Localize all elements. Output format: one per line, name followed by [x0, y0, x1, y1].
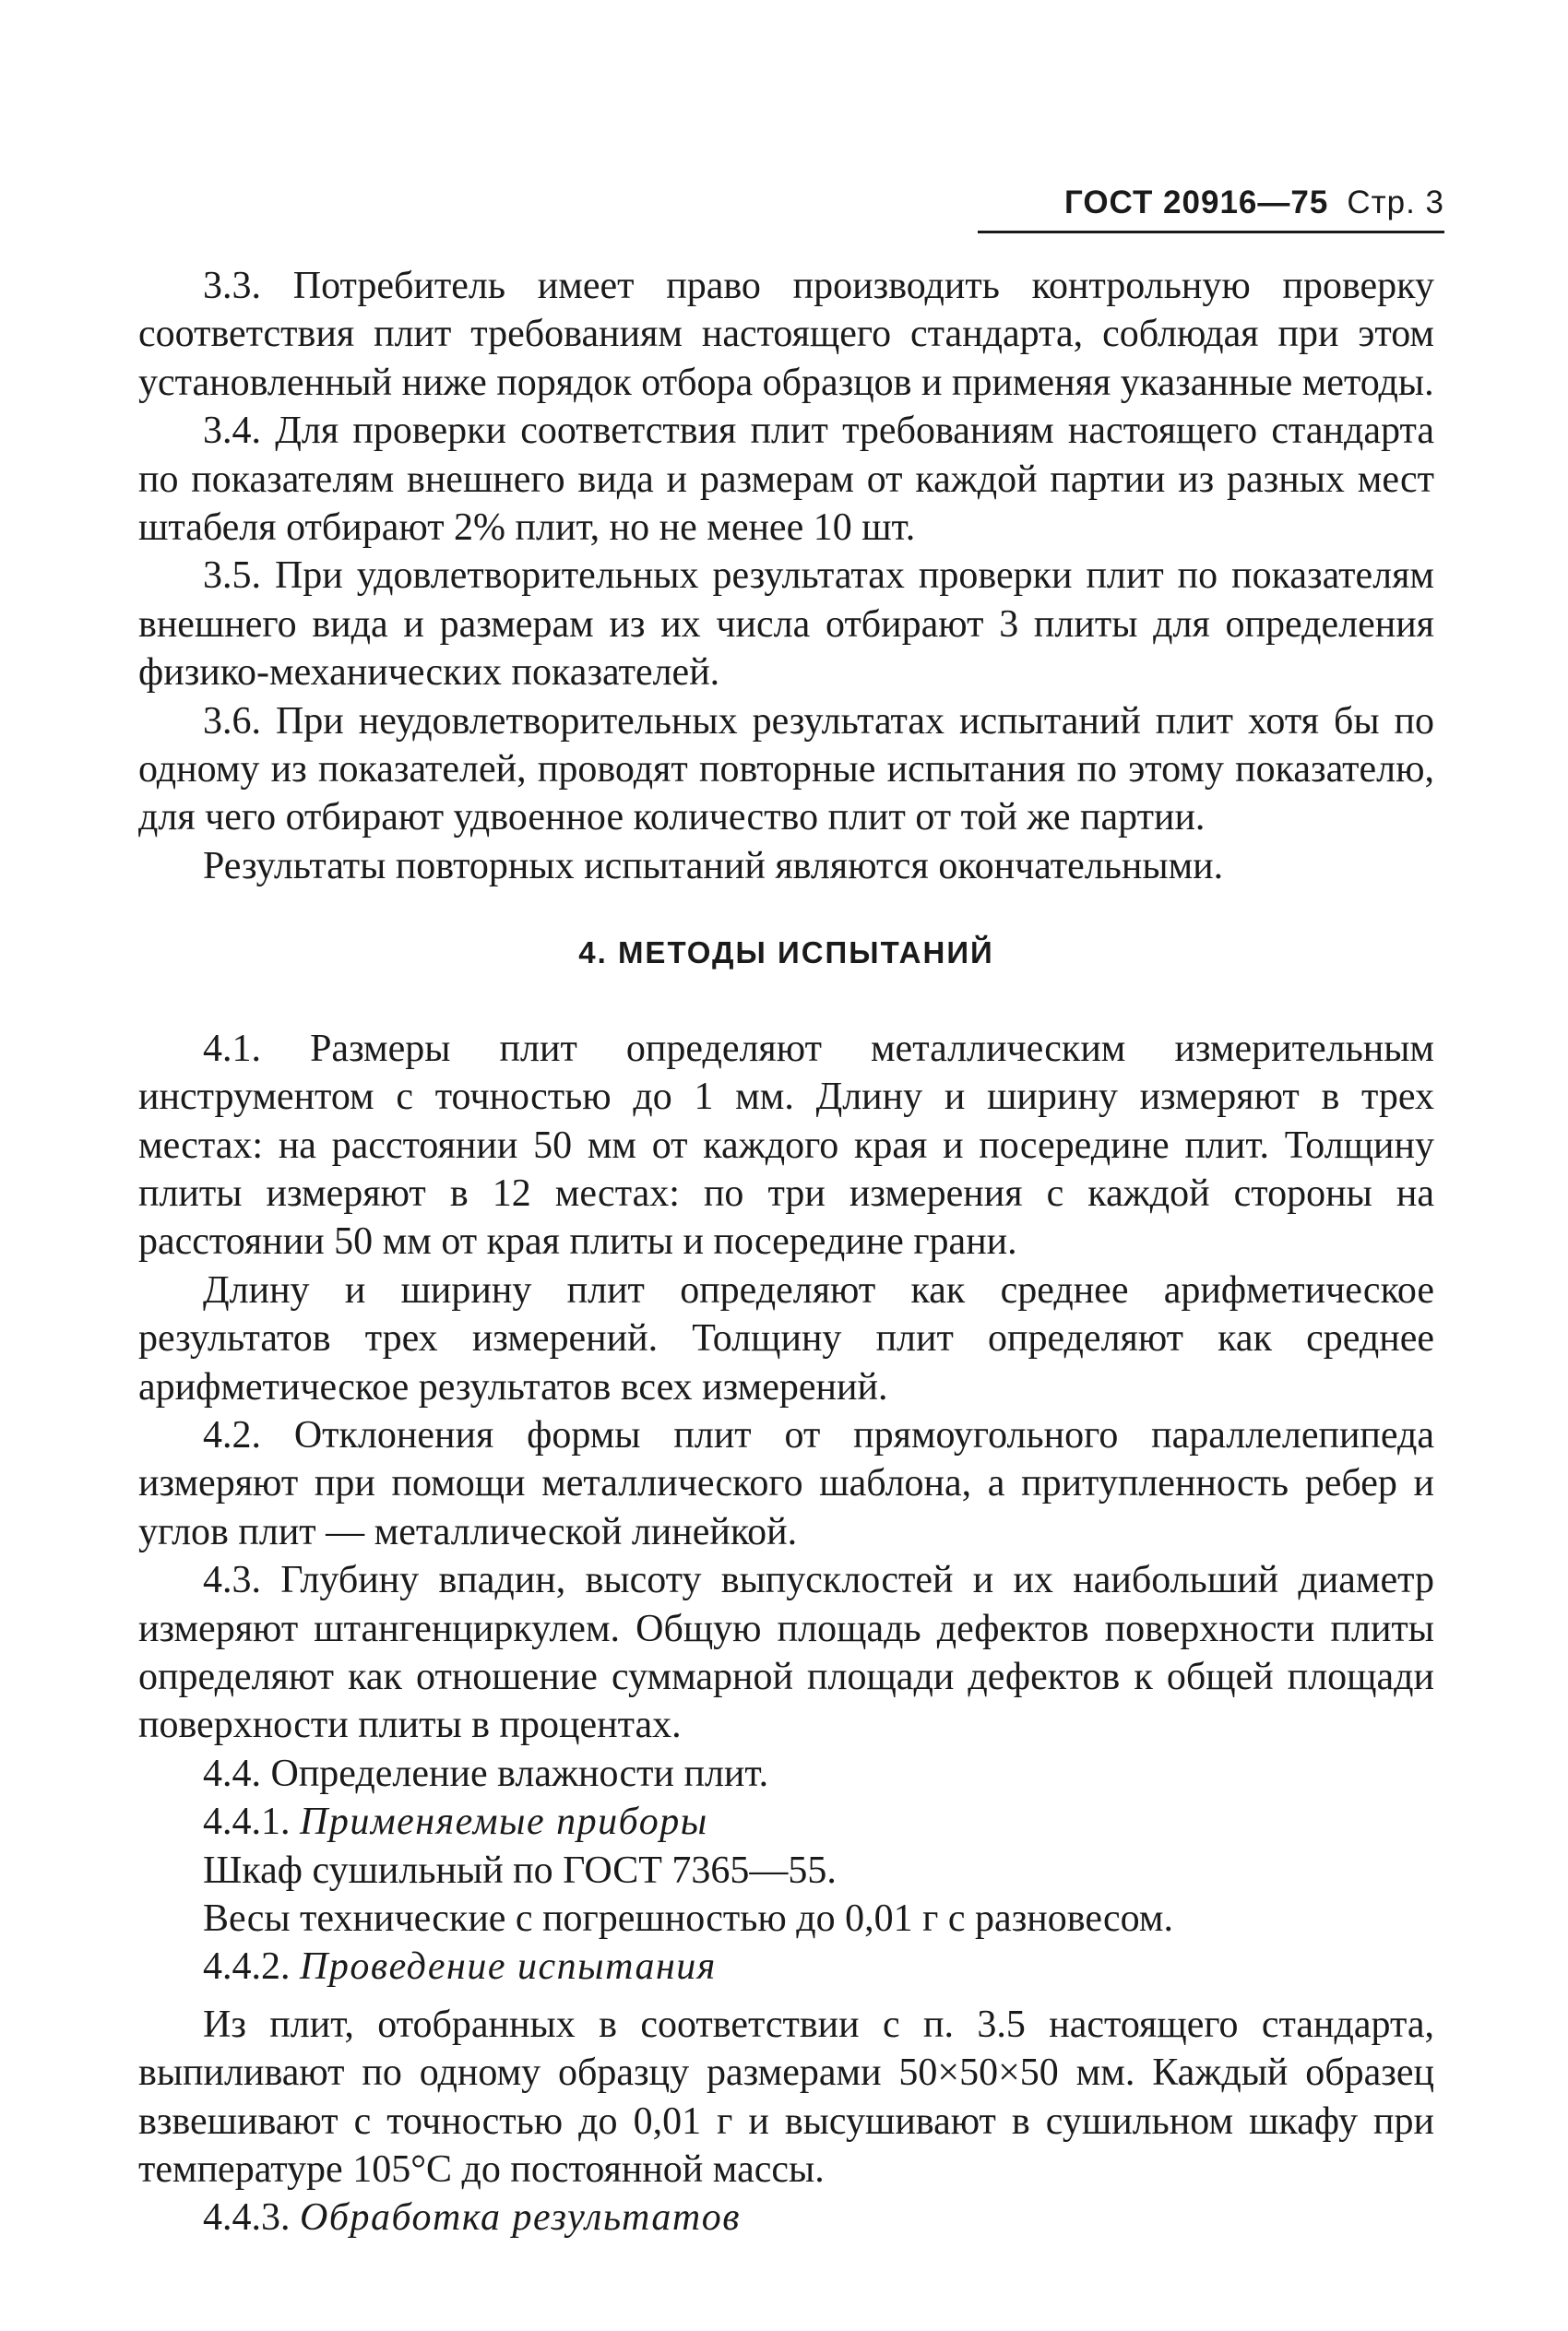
clause-number: 4.4.3.: [203, 2196, 291, 2240]
subsection-title: Обработка результатов: [300, 2196, 741, 2240]
clause-3-4: 3.4. Для проверки соответствия плит требованиям настоящего стандарта по показателям внешнего вида и размерам от каждой партии из разных мест штабеля отбирают 2% плит, но не менее 10 шт.: [138, 410, 1434, 550]
clause-3-6-result: Результаты повторных испытаний являются окончательными.: [203, 844, 1224, 887]
clause-4-3: 4.3. Глубину впадин, высоту выпусклостей и их наибольший диаметр измеряют штангенциркулем. Общую площадь дефектов поверхности плиты определяют как отношение суммарной площади дефектов к общей площади поверхности плиты в процентах.: [138, 1559, 1434, 1747]
clause-4-4-3-heading: [138, 2194, 1434, 2242]
clause-number: 4.4.2.: [203, 1945, 291, 1989]
subsection-title: Применяемые приборы: [300, 1801, 708, 1844]
section-4-title: 4. МЕТОДЫ ИСПЫТАНИЙ: [578, 935, 994, 970]
clause-4-4: 4.4. Определение влажности плит.: [203, 1752, 769, 1795]
clause-4-4-1-scales: Весы технические с погрешностью до 0,01 г с разновесом.: [203, 1897, 1173, 1940]
clause-4-2: 4.2. Отклонения формы плит от прямоугольного параллелепипеда измеряют при помощи металлического шаблона, а притупленность ребер и углов плит — металлической линейкой.: [138, 1413, 1434, 1553]
clause-4-4-2-heading: [138, 1943, 1434, 1991]
clause-4-1-averages: Длину и ширину плит определяют как среднее арифметическое результатов трех измерений. Толщину плит определяют как среднее арифметическое результатов всех измерений.: [138, 1268, 1434, 1409]
clause-number: 4.4.1.: [203, 1801, 291, 1844]
clause-4-4-1-oven: Шкаф сушильный по ГОСТ 7365—55.: [203, 1849, 837, 1892]
clause-3-6: 3.6. При неудовлетворительных результатах испытаний плит хотя бы по одному из показателей, проводят повторные испытания по этому показателю, для чего отбирают удвоенное количество плит от той же партии.: [138, 699, 1434, 839]
clause-4-4-2-procedure: Из плит, отобранных в соответствии с п. 3.5 настоящего стандарта, выпиливают по одному образцу размерами 50×50×50 мм. Каждый образец взвешивают с точностью до 0,01 г и высушивают в сушильном шкафу при температуре 105°С до постоянной массы.: [138, 2003, 1434, 2192]
clause-4-4-1-heading: [138, 1798, 1434, 1846]
standard-number: ГОСТ 20916—75: [1063, 184, 1329, 220]
clause-3-3: 3.3. Потребитель имеет право производить контрольную проверку соответствия плит требованиям настоящего стандарта, соблюдая при этом установленный ниже порядок отбора образцов и применяя указанные методы.: [138, 265, 1434, 404]
running-header: [978, 184, 1444, 221]
page-number: Стр. 3: [1347, 184, 1444, 220]
document-body: [138, 262, 1434, 2242]
clause-3-5: 3.5. При удовлетворительных результатах проверки плит по показателям внешнего вида и размерам из их числа отбирают 3 плиты для определения физико-механических показателей.: [138, 554, 1434, 695]
subsection-title: Проведение испытания: [300, 1945, 717, 1989]
header-rule: [978, 231, 1444, 233]
clause-4-1: 4.1. Размеры плит определяют металлическим измерительным инструментом с точностью до 1 мм. Длину и ширину измеряют в трех местах: на расстоянии 50 мм от каждого края и посередине плит. Толщину плиты измеряют в 12 местах: по три измерения с каждой стороны на расстоянии 50 мм от края плиты и посередине грани.: [138, 1027, 1434, 1264]
